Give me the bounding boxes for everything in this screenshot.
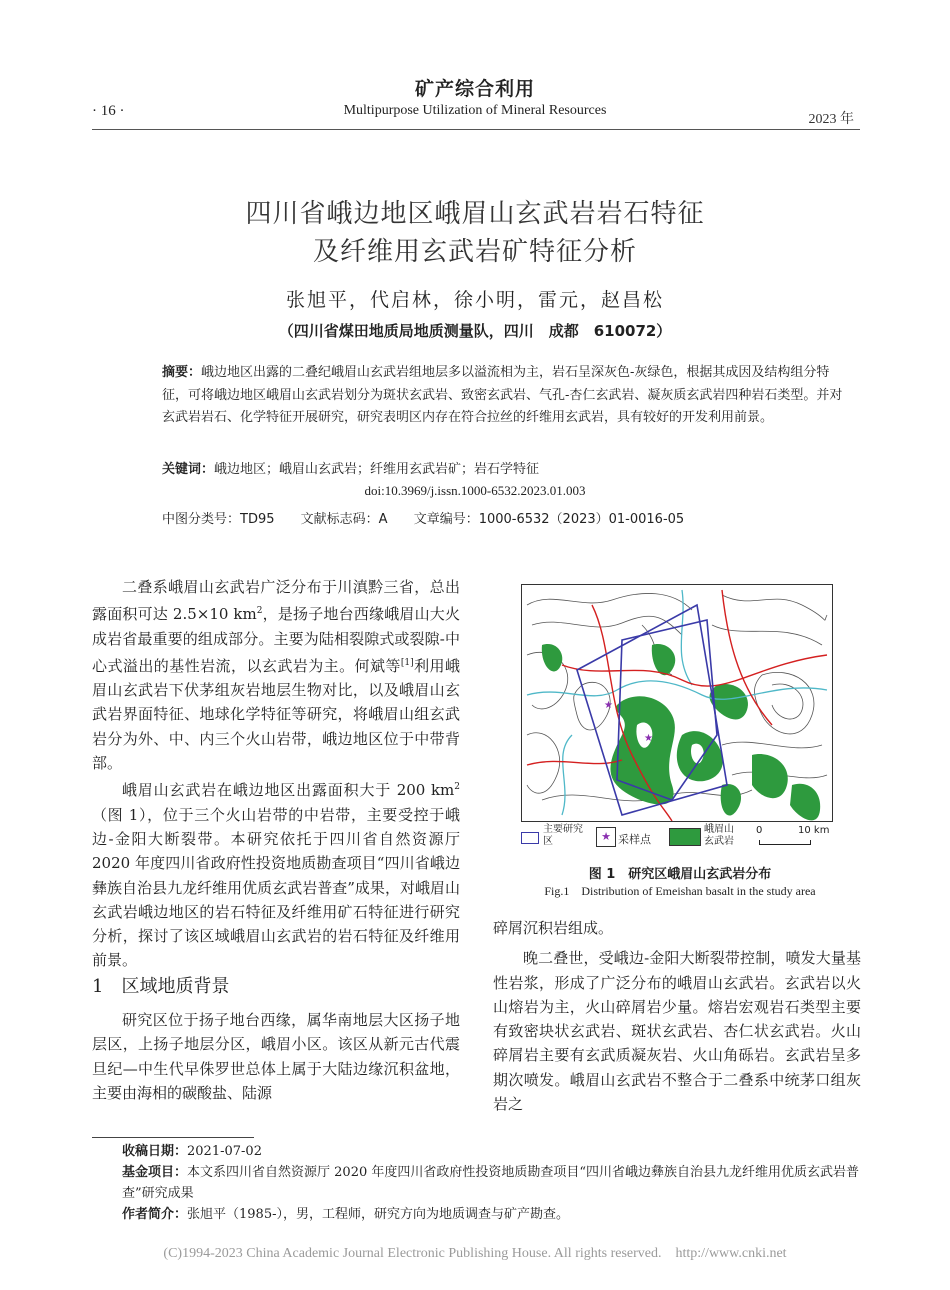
keywords-text: 峨边地区；峨眉山玄武岩；纤维用玄武岩矿；岩石学特征 [214,462,540,477]
article-title-line1: 四川省峨边地区峨眉山玄武岩岩石特征 [245,199,705,229]
sample-point: ★ [604,700,613,711]
figure-map [521,584,833,822]
scale-zero: 0 [756,825,763,836]
scale-label: 10 km [798,825,830,836]
basalt-swatch [669,828,701,846]
classification-line [162,508,706,527]
affiliation: （四川省煤田地质局地质测量队，四川 成都 610072） [278,322,672,340]
body-right-column [493,916,861,1116]
geologic-map [522,585,832,821]
keywords-label: 关键词： [162,462,215,477]
section-number: 1 [92,976,104,997]
authors: 张旭平，代启林，徐小明，雷元，赵昌松 [285,289,664,311]
section1-paragraph [92,1008,460,1105]
section-heading [92,972,229,998]
article-number: 文章编号：1000-6532（2023）01-0016-05 [413,512,685,527]
legend-basalt-label: 峨眉山玄武岩 [704,824,734,847]
paragraph: 晚二叠世，受峨边-金阳大断裂带控制，喷发大量基性岩浆，形成了广泛分布的峨眉山玄武岩。玄武岩以火山熔岩为主，火山碎屑岩少量。熔岩宏观岩石类型主要有致密块状玄武岩、斑状玄武岩、杏仁状玄武岩。火山碎屑岩主要有玄武质凝灰岩、火山角砾岩。玄武岩呈多期次喷发。峨眉山玄武岩不整合于二叠系中统茅口组灰岩之 [493,949,861,1114]
figure-caption-en: Fig.1 Distribution of Emeishan basalt in the study area [544,884,816,898]
abstract-text: 峨边地区出露的二叠纪峨眉山玄武岩组地层多以溢流相为主，岩石呈深灰色-灰绿色，根据其成因及结构组分特征，可将峨边地区峨眉山玄武岩划分为斑状玄武岩、致密玄武岩、气孔-杏仁玄武岩、凝灰质玄武岩四种岩石类型。并对玄武岩岩石、化学特征开展研究，研究表明区内存在符合拉丝的纤维用玄武岩，具有较好的开发利用前景。 [162,365,843,425]
clc-number: 中图分类号：TD95 [162,512,275,527]
paragraph: 峨眉山玄武岩在峨边地区出露面积大于 200 $km^2$（图 1），位于三个火山岩带的中岩带，主要受控于峨边-金阳大断裂带。本研究依托于四川省自然资源厅 2020 年度四川省政府性投资地质勘查项目“四川省峨边彝族自治县九龙纤维用优质玄武岩普查”成果，对峨眉山玄武岩峨边地区的岩石特征及纤维用矿石特征进行研究分析，探讨了该区域峨眉山玄武岩的岩石特征及纤维用前景。 [92,781,460,970]
page-number: · 16 · [92,103,125,119]
journal-title-en: Multipurpose Utilization of Mineral Resources [343,103,607,118]
sample-point: ★ [644,733,653,744]
received-date: 收稿日期：2021-07-02 [122,1144,262,1159]
figure-legend [521,824,851,852]
doi: doi:10.3969/j.issn.1000-6532.2023.01.003 [364,483,586,498]
journal-title-cn: 矿产综合利用 [414,78,535,100]
legend-sample-label: 采样点 [618,833,651,846]
abstract-label: 摘要： [162,365,202,380]
legend-study-area-label: 主要研究区 [543,824,583,847]
section-title: 区域地质背景 [121,976,230,997]
footnote-rule [92,1137,254,1138]
document-code: 文献标志码：A [300,512,388,527]
fund-project: 基金项目：本文系四川省自然资源厅 2020 年度四川省政府性投资地质勘查项目“四川省峨边彝族自治县九龙纤维用优质玄武岩普查”研究成果 [122,1165,860,1201]
figure-caption-cn: 图 1 研究区峨眉山玄武岩分布 [588,867,772,882]
sample-point-icon: ★ [596,827,616,847]
keywords [162,459,852,482]
copyright-notice: (C)1994-2023 China Academic Journal Electronic Publishing House. All rights reserved. http://www.cnki.net [163,1246,787,1261]
abstract [162,362,852,430]
paragraph: 研究区位于扬子地台西缘，属华南地层大区扬子地层区，上扬子地层分区，峨眉小区。该区从新元古代震旦纪—中生代早侏罗世总体上属于大陆边缘沉积盆地，主要由海相的碳酸盐、陆源 [92,1011,460,1102]
body-left-column [92,575,460,973]
paragraph-continuation: 碎屑沉积岩组成。 [493,919,614,937]
article-title-line2: 及纤维用玄武岩矿特征分析 [312,237,637,267]
scale-bar [759,840,811,845]
author-bio: 作者简介：张旭平（1985-），男，工程师，研究方向为地质调查与矿产勘查。 [122,1207,569,1222]
paragraph: 二叠系峨眉山玄武岩广泛分布于川滇黔三省，总出露面积可达 2.5×10 $km^2$，是扬子地台西缘峨眉山大火成岩省最重要的组成部分。主要为陆相裂隙式或裂隙-中心式溢出的基性岩流，以玄武岩为主。何斌等[1]利用峨眉山玄武岩下伏茅组灰岩地层生物对比，以及峨眉山玄武岩界面特征、地球化学特征等研究，将峨眉山组玄武岩分为外、中、内三个火山岩带，峨边地区位于中带背部。 [92,578,460,773]
footnotes [122,1141,862,1225]
issue-year: 2023 年 [808,112,854,127]
header-rule [92,129,860,130]
study-area-swatch [521,832,539,844]
